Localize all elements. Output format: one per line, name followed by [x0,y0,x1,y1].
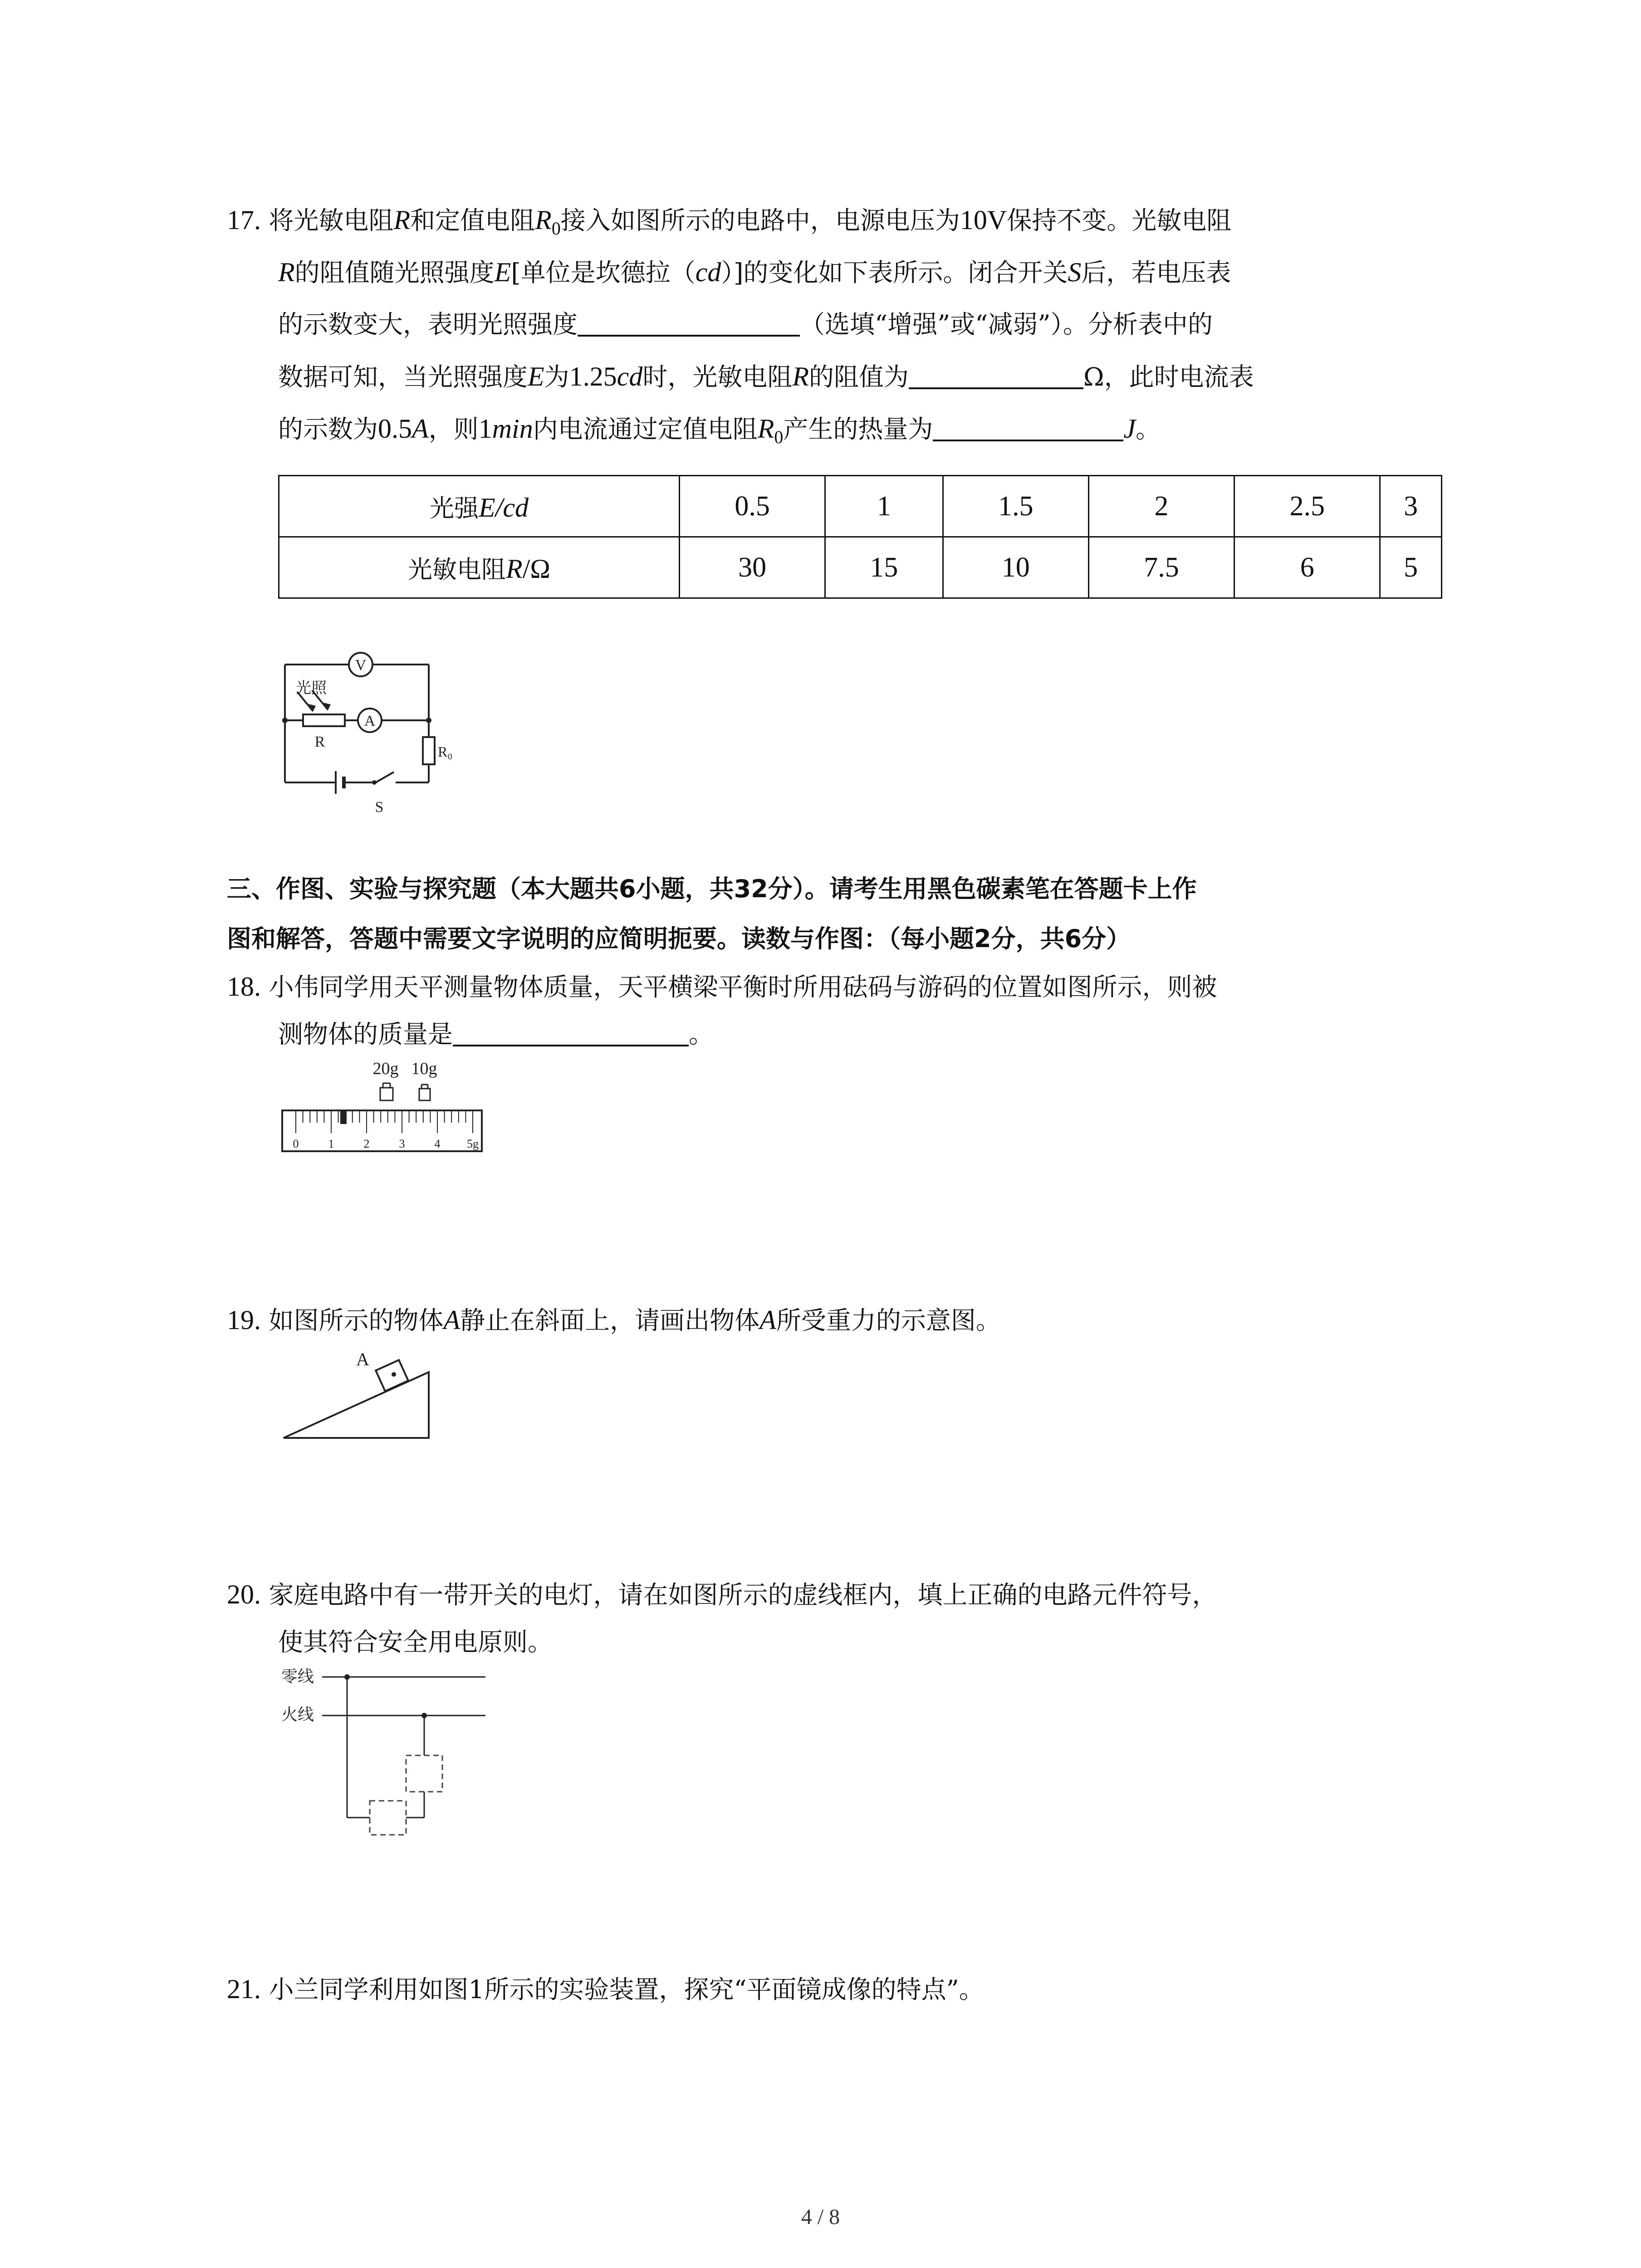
q20-household-circuit [279,1660,497,1842]
weight-20g-label: 20g [372,1059,399,1078]
rider-marker [340,1110,347,1124]
table-row-label: 光敏电阻R/Ω [279,537,680,598]
q21-number: 21. [227,1974,261,2004]
scale-label: 2 [363,1137,370,1150]
q17-number: 17. [227,205,261,235]
table-cell: 7.5 [1088,537,1234,598]
dashed-box-lower[interactable] [370,1801,406,1835]
answer-blank-light-trend[interactable] [578,311,800,337]
table-cell: 2.5 [1234,476,1380,537]
photoresistor-label: R [314,733,325,750]
q19-incline-diagram [277,1343,440,1447]
light-label: 光照 [296,679,327,697]
section-3-heading-line-1: 三、作图、实验与探究题（本大题共6小题，共32分）。请考生用黑色碳素笔在答题卡上作 [227,875,1197,903]
table-row [279,537,1442,598]
q19-line-1: 19. 如图所示的物体A静止在斜面上，请画出物体A所受重力的示意图。 [227,1305,1001,1335]
table-cell: 15 [825,537,943,598]
page-number: 4 / 8 [801,2205,840,2229]
q18-line-1: 18. 小伟同学用天平测量物体质量，天平横梁平衡时所用砝码与游码的位置如图所示，则被 [227,972,1217,1002]
table-cell: 10 [943,537,1088,598]
weights-icon [380,1083,430,1100]
q20-line-1: 20. 家庭电路中有一带开关的电灯，请在如图所示的虚线框内，填上正确的电路元件符号， [227,1579,1217,1609]
q18-number: 18. [227,972,261,1002]
q17-line-2: R的阻值随光照强度E[单位是坎德拉（cd）]的变化如下表所示。闭合开关S后，若电压表 [278,257,1231,287]
q18-line-2: 测物体的质量是 。 [278,1020,714,1049]
q17-line-4: 数据可知，当光照强度E为1.25cd时，光敏电阻R的阻值为 Ω，此时电流表 [278,362,1254,391]
table-cell: 3 [1380,476,1442,537]
table-cell: 30 [680,537,825,598]
answer-blank-heat[interactable] [933,416,1123,441]
table-cell: 2 [1088,476,1234,537]
switch-label: S [375,799,384,816]
fixed-resistor-label: R₀ [438,743,453,760]
q20-number: 20. [227,1579,261,1609]
voltmeter-label: V [355,657,367,674]
q19-number: 19. [227,1305,261,1335]
scale-label: 3 [399,1137,405,1150]
light-resistance-table [278,475,1442,599]
weight-10g-label: 10g [411,1059,437,1078]
table-cell: 1.5 [943,476,1088,537]
answer-blank-mass[interactable] [453,1021,689,1046]
table-cell: 6 [1234,537,1380,598]
q17-line-3: 的示数变大，表明光照强度 （选填“增强”或“减弱”）。分析表中的 [278,310,1213,339]
q18-balance-diagram [277,1057,490,1161]
center-of-mass-dot [392,1372,396,1377]
q21-line-1: 21. 小兰同学利用如图1所示的实验装置，探究“平面镜成像的特点”。 [227,1974,984,2004]
table-cell: 0.5 [680,476,825,537]
section-3-heading-line-2: 图和解答，答题中需要文字说明的应简明扼要。读数与作图：（每小题2分，共6分） [227,924,1131,953]
table-cell: 5 [1380,537,1442,598]
answer-blank-resistance[interactable] [909,364,1083,389]
q17-line-5: 的示数为0.5A，则1min内电流通过定值电阻$R_0$产生的热量为 J。 [278,414,1161,447]
q17-circuit-diagram [272,640,463,821]
block-a-label: A [356,1349,369,1369]
q20-line-2: 使其符合安全用电原则。 [278,1628,553,1657]
scale-label: 0 [293,1137,299,1150]
table-row-label: 光强E/cd [279,476,680,537]
scale-label: 1 [328,1137,334,1150]
scale-label: 5g [467,1137,479,1150]
table-row [279,476,1442,537]
dashed-box-upper[interactable] [406,1755,442,1792]
table-cell: 1 [825,476,943,537]
neutral-line-label: 零线 [281,1667,314,1686]
q17-line-1: 17. 将光敏电阻R和定值电阻$R_0$接入如图所示的电路中，电源电压为10V保持不变。光敏电阻 [227,205,1232,239]
live-line-label: 火线 [281,1706,314,1724]
scale-label: 4 [434,1137,441,1150]
ammeter-label: A [364,713,376,729]
